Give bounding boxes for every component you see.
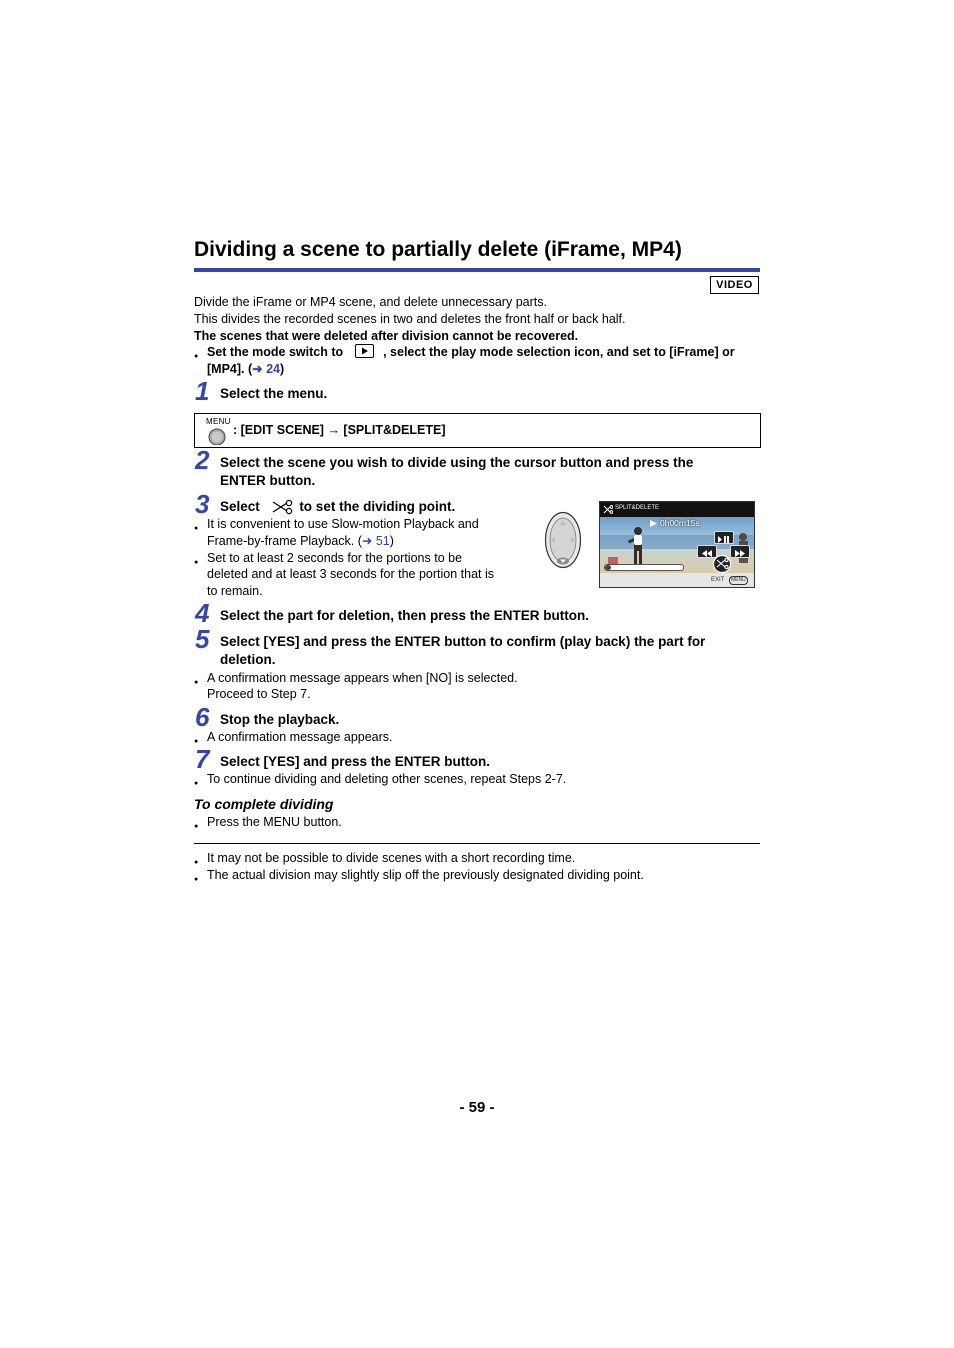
- page-number: - 59 -: [459, 1099, 495, 1116]
- step-6-bullet: ● A confirmation message appears.: [207, 729, 393, 746]
- step-3-number: 3: [195, 489, 210, 519]
- page-link-24[interactable]: ➜ 24: [252, 362, 280, 376]
- scissors-icon: [271, 499, 293, 515]
- intro-line-1: Divide the iFrame or MP4 scene, and delete unnecessary parts.: [194, 295, 547, 309]
- note-2: ● The actual division may slightly slip off the previously designated dividing point.: [207, 867, 644, 884]
- video-badge: VIDEO: [710, 276, 759, 294]
- menu-icon-label: MENU: [206, 417, 231, 426]
- step-5-bullet-line-2: Proceed to Step 7.: [207, 687, 311, 701]
- step-3-bullet-1-end: ): [389, 534, 394, 548]
- page-title: Dividing a scene to partially delete (iFrame, MP4): [194, 238, 682, 261]
- step-2-line-1: Select the scene you wish to divide using the cursor button and press the: [220, 455, 694, 470]
- screen-split-button: [712, 555, 732, 573]
- intro-line-2: This divides the recorded scenes in two and deletes the front half or back half.: [194, 312, 626, 326]
- screen-exit-label: EXIT: [711, 577, 725, 583]
- mode-text-b: , select the play mode selection icon, and set to [iFrame] or: [383, 345, 735, 359]
- cursor-button-icon: [544, 511, 582, 574]
- intro-warning: The scenes that were deleted after division cannot be recovered.: [194, 329, 579, 343]
- screen-progress-bar: [604, 564, 684, 571]
- screen-header-bar: [600, 502, 754, 517]
- step-6-text: Stop the playback.: [220, 712, 340, 727]
- step-1-text: Select the menu.: [220, 386, 328, 401]
- step-3-text-b: to set the dividing point.: [299, 499, 456, 514]
- step-3-bullet-2-line-2: deleted and at least 3 seconds for the portion that is: [207, 567, 494, 581]
- step-7-bullet: ● To continue dividing and deleting other scenes, repeat Steps 2-7.: [207, 771, 566, 788]
- step-3-bullet-2-line-1: ● Set to at least 2 seconds for the portions to be: [207, 550, 462, 567]
- note-1: ● It may not be possible to divide scenes with a short recording time.: [207, 850, 575, 867]
- step-3-bullet-1-line-2: [207, 533, 394, 550]
- complete-bullet: ● Press the MENU button.: [207, 814, 342, 831]
- step-3-bullet-1-text: Frame-by-frame Playback. (: [207, 534, 362, 548]
- screen-header-title: SPLIT&DELETE: [615, 505, 660, 511]
- split-delete-screen: [599, 501, 755, 588]
- screen-progress-fill: [605, 565, 611, 570]
- screen-footer-bar: [600, 573, 754, 587]
- title-underline: [194, 268, 760, 272]
- step-3-bullet-1-line-1: ● It is convenient to use Slow-motion Playback and: [207, 516, 479, 533]
- step-4-number: 4: [195, 598, 210, 628]
- screen-scissors-icon: [603, 505, 613, 514]
- step-2-number: 2: [195, 445, 210, 475]
- step-3-text: [220, 498, 455, 516]
- step-6-number: 6: [195, 702, 210, 732]
- play-mode-icon: [355, 344, 374, 358]
- mode-text-a: Set the mode switch to: [207, 345, 344, 359]
- mode-text-d: ): [280, 362, 285, 376]
- screen-time: 0h00m15s: [660, 518, 700, 528]
- screen-play-icon: [649, 519, 658, 528]
- step-5-bullet-line-1: ● A confirmation message appears when [NO] is selected.: [207, 670, 518, 687]
- complete-heading: To complete dividing: [194, 796, 334, 812]
- page-link-51[interactable]: ➜ 51: [361, 534, 390, 548]
- menu-button-icon: [206, 417, 231, 445]
- menu-path-text: : [EDIT SCENE] → [SPLIT&DELETE]: [233, 423, 446, 437]
- screen-fastforward-button: [730, 545, 750, 558]
- screen-pause-play-button: [714, 531, 734, 544]
- step-2-line-2: ENTER button.: [220, 473, 316, 488]
- mode-line-2: [207, 361, 284, 378]
- step-1-number: 1: [195, 376, 210, 406]
- step-5-line-2: deletion.: [220, 652, 276, 667]
- step-5-number: 5: [195, 624, 210, 654]
- mode-text-c: [MP4]. (: [207, 362, 253, 376]
- step-3-bullet-2-line-3: to remain.: [207, 584, 263, 598]
- mode-bullet: [207, 344, 735, 361]
- screen-menu-icon: MENU: [731, 576, 746, 583]
- step-4-text: Select the part for deletion, then press the ENTER button.: [220, 608, 590, 623]
- step-5-line-1: Select [YES] and press the ENTER button to confirm (play back) the part for: [220, 634, 706, 649]
- step-7-text: Select [YES] and press the ENTER button.: [220, 754, 491, 769]
- notes-divider: [194, 843, 760, 844]
- step-3-text-a: Select: [220, 499, 260, 514]
- step-7-number: 7: [195, 744, 210, 774]
- menu-path-box: [194, 413, 761, 448]
